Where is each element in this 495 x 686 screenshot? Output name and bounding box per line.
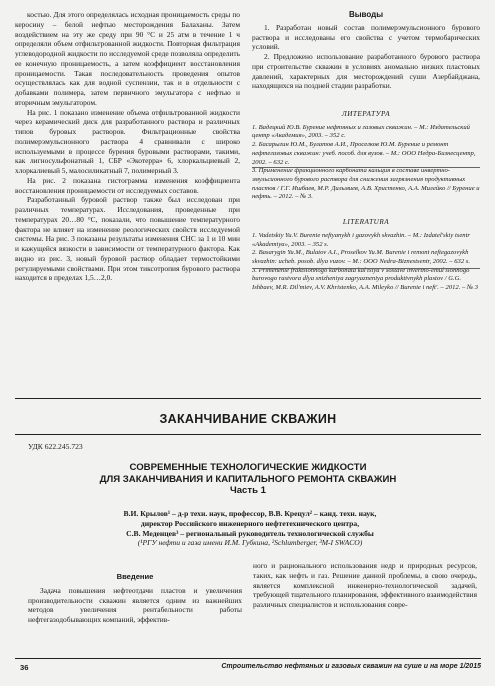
title-part: Часть 1 — [229, 485, 266, 496]
paragraph: На рис. 2 показана гистограмма изменения коэффициента восстановления проницаемости от исследуемых составов. — [15, 175, 240, 195]
authors-block — [60, 509, 440, 548]
divider — [252, 268, 480, 269]
paragraph: На рис. 1 показано изменение объема отфильтрованной жидкости через керамический диск для разработанного раствора и различных типов буровых растворов. Фильтрационные свойства полимерэмульсионного раствора 4 сравнивали с широко используемыми в процессе бурения буровыми растворами, такими, как лигносульфонатный 1, СБР «Экотерра» 6, хлоркальциевый 2, хлоркалиевый 5, малосиликатный 7, полимерный 3. — [15, 107, 240, 175]
author-line: С.В. Меденцев³ – региональный руководитель технологической службы — [126, 528, 374, 538]
reference-item: 2. Basarygin Yu.M., Bulatov A.I., Proselkov Yu.M. Burenie i remont neftegazovykh skvazhin: ucheb. posob. dlya vuzov. – M.: OOO Nedra-Biznestsentr, 2002. – 632 s. — [252, 249, 470, 265]
paragraph: Задача повышения нефтеотдачи пластов и увеличения производительности скважин является одним из важнейших методов увеличения рентабельности работы нефтегазодобывающих компаний, эффектив- — [28, 585, 242, 624]
paragraph: костью. Для этого определялась исходная проницаемость среды по керосину – белой нефтью месторождения Балаханы. Затем воздействием на эту же среду при 90 °С и 25 атм в течение 1 ч определяли объем отфильтрованной жидкости. Повторная фильтрация углеводородной жидкости по исследуемой среде позволяла определить ее конечную проницаемость, а затем коэффициент восстановления проницаемости. Такая последовательность проведения опытов осуществлялась как для водной суспензии, так и в отдельности с добавками полимера, затем первичного эмульгатора с нефтью и вторичным эмульгатором. — [15, 10, 240, 107]
reference-item: 2. Басарыгин Ю.М., Булатов А.И., Проселков Ю.М. Бурение и ремонт нефтегазовых скважин: учеб. пособ. для вузов. – М.: ООО Недра-Бизнесцентр, 2002. – 632 с. — [252, 141, 476, 166]
footer-divider — [15, 658, 481, 659]
section-title: ЗАКАНЧИВАНИЕ СКВАЖИН — [159, 412, 337, 426]
reference-item: 1. Вадецкий Ю.В. Бурение нефтяных и газовых скважин. – М.: Издательский центр «Академия», 2003. – 352 с. — [252, 123, 470, 140]
conclusion-item: 2. Предложено использование разработанного бурового раствора при строительстве скважин в условиях аномально низких пластовых давлений, характерных для месторождений суши Азербайджана, находящихся на поздней стадии разработки. — [252, 52, 480, 91]
conclusions-heading: Выводы — [348, 10, 384, 19]
paragraph: ного и рационального использования недр и природных ресурсов, таких, как нефть и газ. Решение данной проблемы, в свою очередь, является комплексной инженерно-технологической задачей, требующей тщательного планирования, эффективного взаимодействия различных специалистов и использования совре- — [253, 561, 477, 609]
literature-heading: ЛИТЕРАТУРА — [341, 110, 391, 118]
section-divider — [15, 398, 481, 399]
right-text-column — [252, 10, 480, 293]
paragraph: Разработанный буровой раствор также был исследован при различных температурах. Исследования, проведенные при температурах 20…80 °С, показали, что повышение температурного фактора не влияет на изменение реологических свойств исследуемой системы. На рис. 3 показаны результаты изменения СНС за 1 и 10 мин и кажущейся вязкости в зависимости от температурного фактора. Как видно из рис. 3, новый буровой раствор обладает термостойкими регулируемыми свойствами. При этом тиксотропия бурового раствора находится в пределах 1,5…2,0. — [15, 195, 240, 283]
literatura-heading: LITERATURA — [342, 218, 390, 227]
article-title — [15, 462, 481, 497]
left-text-column — [15, 10, 240, 283]
author-line: директор Российского инженерного нефтетехнического центра, — [140, 518, 360, 528]
conclusion-item: 1. Разработан новый состав полимерэмульсионного бурового раствора и исследованы его свойства с учетом термобарических условий. — [252, 22, 480, 52]
divider — [252, 167, 480, 168]
intro-right-column — [253, 561, 477, 610]
author-line: В.И. Крылов¹ – д-р техн. наук, профессор, В.В. Крецул² – канд. техн. наук, — [123, 509, 377, 518]
title-line: СОВРЕМЕННЫЕ ТЕХНОЛОГИЧЕСКИЕ ЖИДКОСТИ — [129, 462, 367, 473]
reference-list-translit — [252, 232, 480, 293]
reference-item: 3. Применение фракционного карбоната кальция в составе инвертно-эмульсионного бурового раствора для снижения загрязнения продуктивных пластов / Г.Г. Ишбаев, М.Р. Дильмиев, А.В. Христенко, А.А. Милейко // Бурение и нефть. – 2012. – № 3. — [252, 167, 480, 201]
section-divider — [15, 434, 481, 435]
udc-code: УДК 622.245.723 — [28, 442, 83, 451]
intro-left-column — [28, 572, 242, 625]
page-number: 36 — [20, 663, 29, 672]
reference-list-ru — [252, 124, 480, 202]
journal-name: Строительство нефтяных и газовых скважин на суше и на море 1/2015 — [221, 663, 481, 670]
reference-item: 1. Vadetskiy Yu.V. Burenie neftyanykh i gazovykh skvazhin. – M.: Izdatel'skiy tsentr «Akademiya», 2003. – 352 s. — [252, 231, 470, 248]
title-line: ДЛЯ ЗАКАНЧИВАНИЯ И КАПИТАЛЬНОГО РЕМОНТА СКВАЖИН — [99, 473, 397, 485]
affiliations: (¹РГУ нефти и газа имени И.М. Губкина, ²Schlumberger, ³M-I SWACO) — [137, 538, 363, 548]
reference-item: 3. Primenenie fraktsionnogo karbonata kal'tsiya v sostave invertno-emul'sionnogo burovogo rastvora dlya snizheniya zagryazneniya produktivnykh plastov / G.G. Ishbaev, M.R. Dil'miev, A.V. Khristenko, A.A. Mileyko // Burenie i neft'. – 2012. – № 3 — [252, 266, 479, 292]
intro-heading: Введение — [116, 572, 154, 581]
